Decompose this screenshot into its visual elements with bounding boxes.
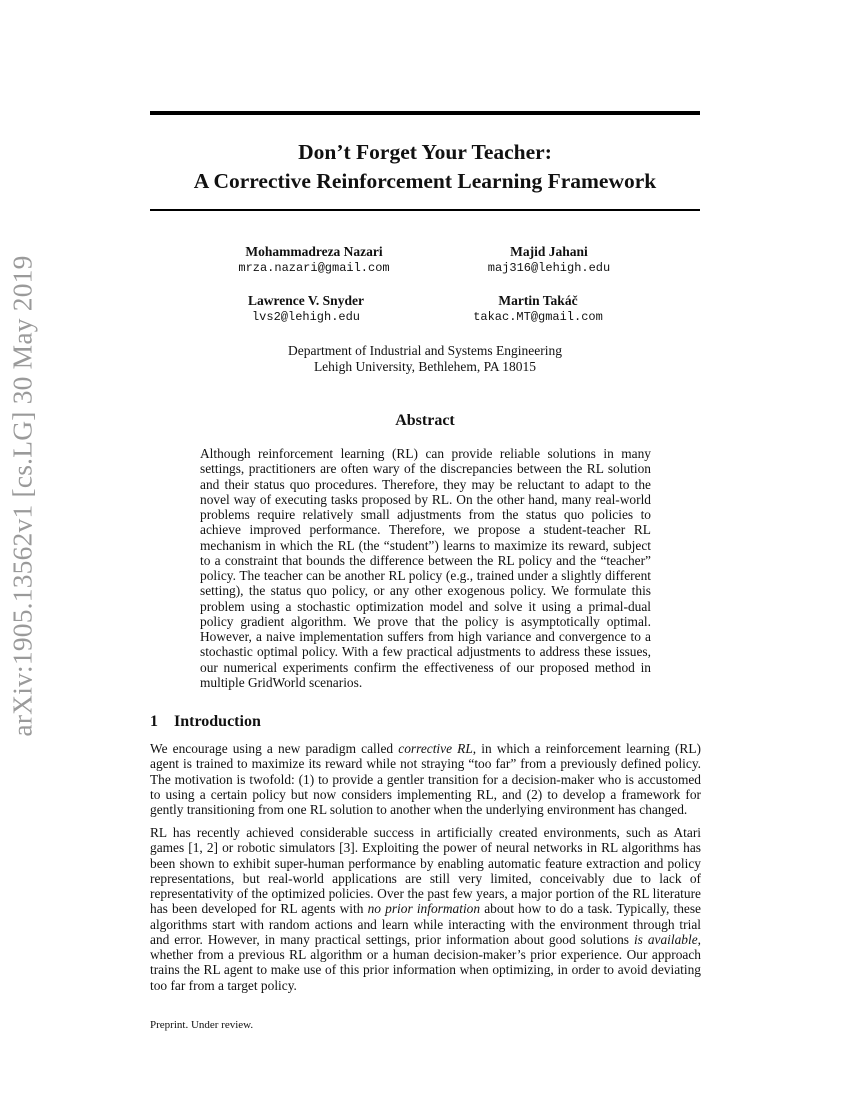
author-email: lvs2@lehigh.edu bbox=[251, 310, 361, 324]
text-run: , whether from a previous RL algorithm or a human decision-maker’s prior experience. Our approach trains the RL agent to make use of this prior information when optimizing, in order to avoid deviating too far from a target policy. bbox=[150, 931, 702, 993]
author-block bbox=[196, 293, 416, 325]
text-run: We encourage using a new paradigm called bbox=[150, 741, 399, 756]
section-title: Introduction bbox=[174, 713, 261, 730]
text-run: , in which a reinforcement learning (RL) agent is trained to maximize its reward while not straying “too far” from a previously defined policy. The motivation is twofold: (1) to provide a gentler transition for a decision-maker who is accustomed to using a certain policy but now considers implementing RL, and (2) to develop a framework for gently transitioning from one RL solution to another when the underlying environment has changed. bbox=[150, 741, 702, 817]
author-block bbox=[439, 244, 659, 276]
paper-title-line-2: A Corrective Reinforcement Learning Framework bbox=[193, 169, 657, 193]
author-email: maj316@lehigh.edu bbox=[487, 261, 611, 275]
affiliation-line-1: Department of Industrial and Systems Engineering bbox=[287, 343, 563, 358]
arxiv-identifier-text: arXiv:1905.13562v1 [cs.LG] 30 May 2019 bbox=[7, 255, 38, 737]
intro-paragraph-2 bbox=[150, 825, 701, 993]
section-number: 1 bbox=[150, 713, 158, 730]
paper-title-line-1: Don’t Forget Your Teacher: bbox=[298, 140, 552, 164]
author-email: takac.MT@gmail.com bbox=[473, 310, 603, 324]
emphasis-text: corrective RL bbox=[398, 741, 473, 756]
arxiv-identifier-stamp bbox=[2, 255, 44, 737]
section-heading bbox=[150, 712, 261, 732]
text-run: RL has recently achieved considerable success in artificially created environments, such as Atari games [1, 2] or robotic simulators [3]. Exploiting the power of neural networks in RL algorithms has been shown to exhibit super-human performance by enabling automatic feature extraction and policy representations, but real-world applications are still very limited, conceivably due to lack of representativity of the optimized policies. Over the past few years, a major portion of the RL literature has been developed for RL agents with bbox=[150, 825, 701, 917]
affiliation-line-2: Lehigh University, Bethlehem, PA 18015 bbox=[313, 358, 537, 374]
preprint-footer: Preprint. Under review. bbox=[150, 1019, 254, 1031]
title-top-rule bbox=[150, 111, 700, 115]
author-name: Mohammadreza Nazari bbox=[245, 244, 383, 259]
author-name: Majid Jahani bbox=[510, 244, 588, 259]
paper-title bbox=[150, 138, 700, 196]
author-name: Martin Takáč bbox=[498, 293, 578, 308]
author-block bbox=[428, 293, 648, 325]
emphasis-text: is available bbox=[633, 931, 698, 947]
title-bottom-rule bbox=[150, 209, 700, 211]
affiliation bbox=[200, 343, 650, 374]
author-name: Lawrence V. Snyder bbox=[248, 293, 364, 308]
text-run: about how to do a task. Typically, these algorithms start with random actions and learn while interacting with the environment through trial and error. However, in many practical settings, prior information about good solutions bbox=[150, 901, 701, 947]
abstract-heading: Abstract bbox=[395, 412, 455, 429]
abstract-body: Although reinforcement learning (RL) can provide reliable solutions in many settings, practitioners are often wary of the discrepancies between the RL solution and their status quo procedures. Therefore, they may be reluctant to adapt to the novel way of executing tasks proposed by RL. On the other hand, many real-world problems require relatively small adjustments from the status quo policies to achieve improved performance. Therefore, we propose a student-teacher RL mechanism in which the RL (the “student”) learns to maximize its reward, subject to a constraint that bounds the difference between the RL policy and the “teacher” policy. The teacher can be another RL policy (e.g., trained under a slightly different setting), the status quo policy, or any other exogenous policy. We formulate this problem using a stochastic optimization model and solve it using a primal-dual policy gradient algorithm. We prove that the policy is asymptotically optimal. However, a naive implementation suffers from high variance and convergence to a stochastic optimal policy. With a few practical adjustments to address these issues, our numerical experiments confirm the effectiveness of our proposed method in multiple GridWorld scenarios. bbox=[200, 446, 651, 690]
author-block bbox=[204, 244, 424, 276]
emphasis-text: no prior information bbox=[367, 901, 481, 917]
author-email: mrza.nazari@gmail.com bbox=[238, 261, 390, 275]
intro-paragraph-1 bbox=[150, 741, 701, 817]
